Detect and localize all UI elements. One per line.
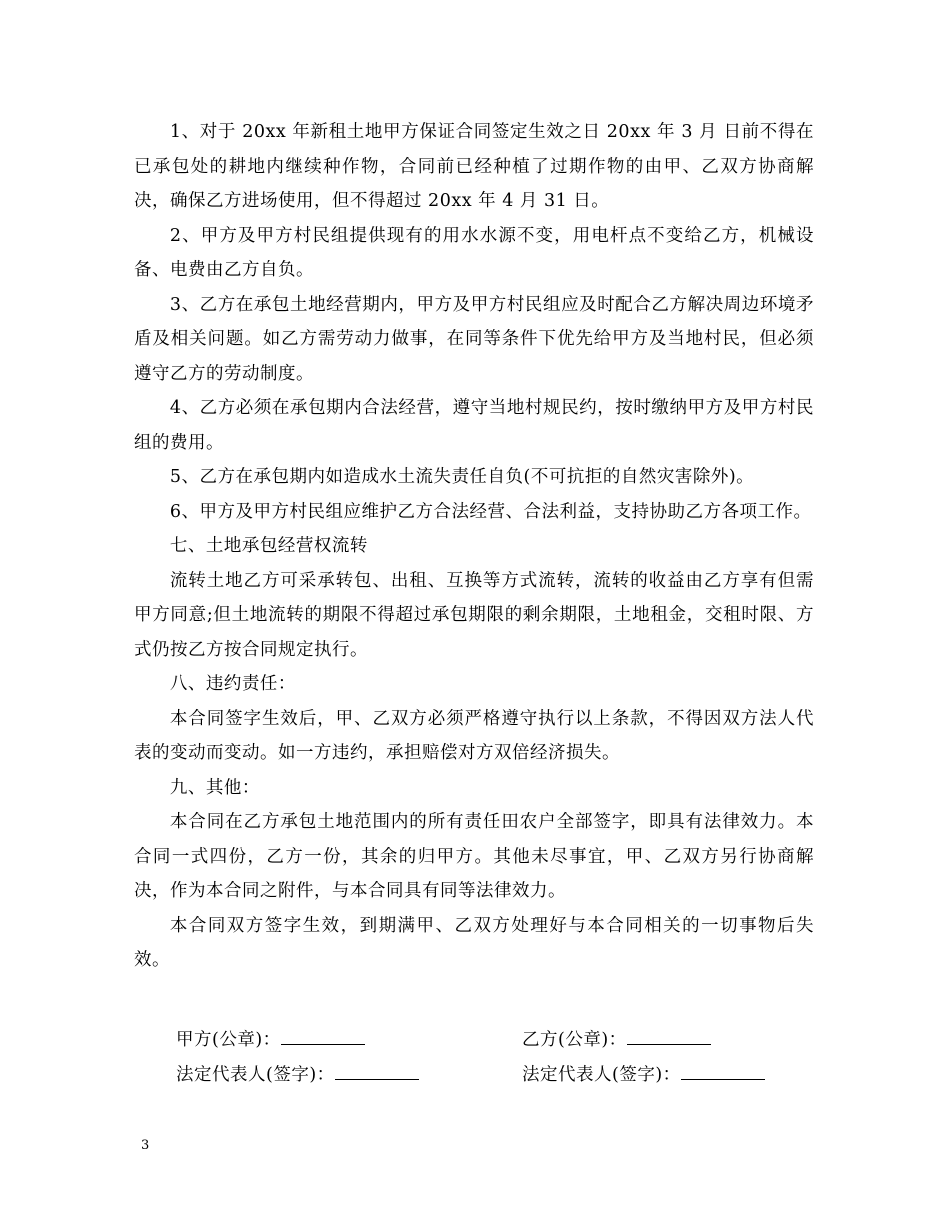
party-a-rep [176, 1057, 419, 1092]
clause-4: 4、乙方必须在承包期内合法经营，遵守当地村规民约，按时缴纳甲方及甲方村民组的费用。 [134, 398, 814, 453]
party-b-seal-blank[interactable] [627, 1022, 711, 1045]
party-a-seal-label: 甲方(公章)： [176, 1030, 281, 1050]
seal-row [176, 1022, 816, 1056]
party-b-seal-label: 乙方(公章)： [522, 1030, 627, 1050]
party-b-rep-label: 法定代表人(签字)： [522, 1065, 681, 1085]
section-9-text: 本合同在乙方承包土地范围内的所有责任田农户全部签字，即具有法律效力。本合同一式四份，乙方一份，其余的归甲方。其他未尽事宜，甲、乙双方另行协商解决，作为本合同之附件，与本合同具有同等法律效力。 [134, 812, 814, 901]
clause-2: 2、甲方及甲方村民组提供现有的用水水源不变，用电杆点不变给乙方，机械设备、电费由乙方自负。 [134, 225, 814, 280]
clause-1: 1、对于 20xx 年新租土地甲方保证合同签定生效之日 20xx 年 3 月 日前不得在已承包处的耕地内继续种作物，合同前已经种植了过期作物的由甲、乙双方协商解决，确保乙方进场使用，但不得超过 20xx 年 4 月 31 日。 [134, 122, 814, 211]
page-number: 3 [141, 1138, 150, 1153]
clause-3: 3、乙方在承包土地经营期内，甲方及甲方村民组应及时配合乙方解决周边环境矛盾及相关问题。如乙方需劳动力做事，在同等条件下优先给甲方及当地村民，但必须遵守乙方的劳动制度。 [134, 294, 814, 384]
clause-5: 5、乙方在承包期内如造成水土流失责任自负(不可抗拒的自然灾害除外)。 [169, 467, 755, 487]
clause-6: 6、甲方及甲方村民组应维护乙方合法经营、合法利益，支持协助乙方各项工作。 [169, 501, 812, 522]
contract-body [134, 115, 814, 978]
party-a-seal [176, 1022, 365, 1057]
section-heading-7: 七、土地承包经营权流转 [169, 536, 368, 556]
party-b-rep-blank[interactable] [681, 1057, 765, 1080]
party-a-rep-label: 法定代表人(签字)： [176, 1065, 335, 1085]
party-b-seal [522, 1022, 711, 1057]
effective-clause: 本合同双方签字生效，到期满甲、乙双方处理好与本合同相关的一切事物后失效。 [134, 915, 814, 970]
party-a-rep-blank[interactable] [335, 1057, 419, 1080]
party-b-rep [522, 1057, 765, 1092]
section-8-text: 本合同签字生效后，甲、乙双方必须严格遵守执行以上条款，不得因双方法人代表的变动而变动。如一方违约，承担赔偿对方双倍经济损失。 [134, 708, 814, 763]
party-a-seal-blank[interactable] [281, 1022, 365, 1045]
section-heading-9: 九、其他： [169, 777, 260, 798]
section-7-text: 流转土地乙方可采承转包、出租、互换等方式流转，流转的收益由乙方享有但需甲方同意;但土地流转的期限不得超过承包期限的剩余期限，土地租金，交租时限、方式仍按乙方按合同规定执行。 [134, 570, 814, 660]
representative-row [176, 1057, 816, 1091]
section-heading-8: 八、违约责任： [169, 674, 296, 694]
